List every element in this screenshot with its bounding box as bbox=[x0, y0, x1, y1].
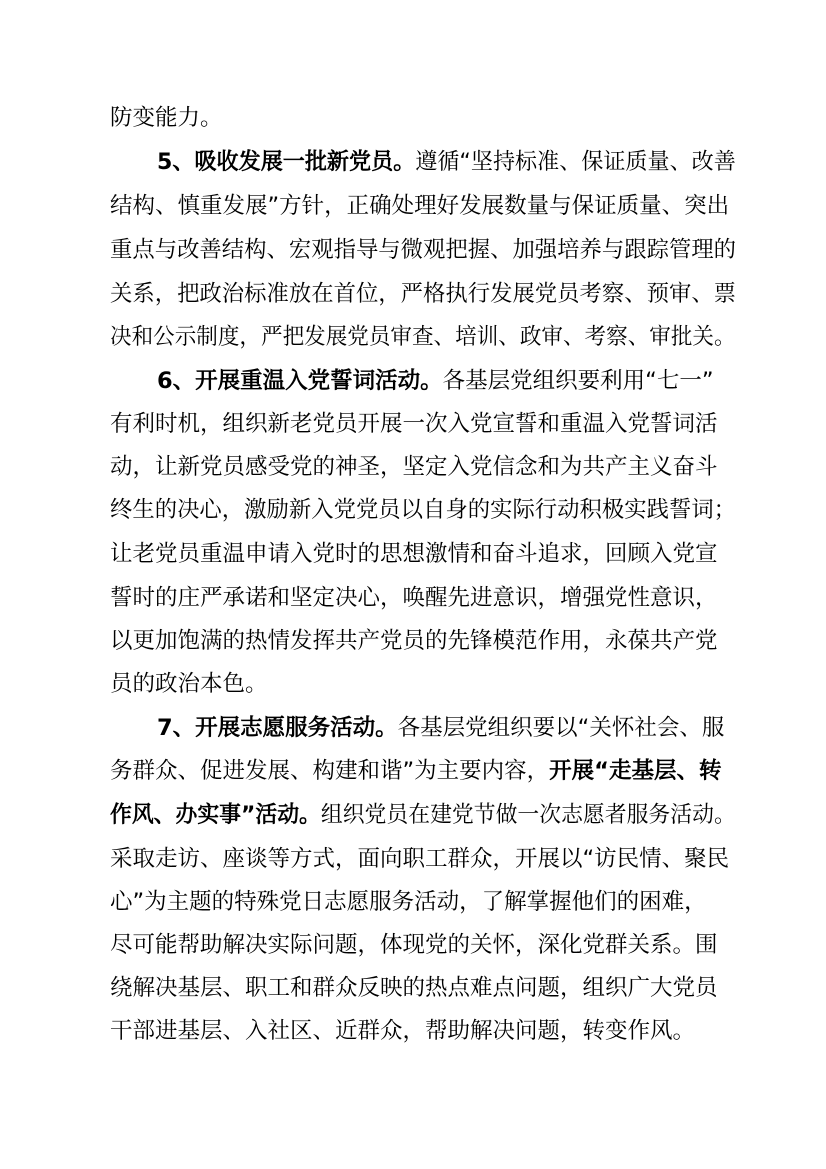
text-segment: 绕解决基层、职工和群众反映的热点难点问题，组织广大党员 bbox=[110, 975, 718, 1001]
paragraph-heading-line bbox=[157, 151, 736, 174]
text-line bbox=[110, 283, 736, 306]
text-line bbox=[110, 760, 721, 783]
text-segment: 各基层党组织要以“关怀社会、服 bbox=[397, 715, 725, 741]
text-line bbox=[110, 977, 718, 1000]
section-heading-5: 5、吸收发展一批新党员。 bbox=[157, 149, 416, 175]
text-segment: 心”为主题的特殊党日志愿服务活动，了解掌握他们的困难， bbox=[110, 889, 707, 915]
section-heading-6: 6、开展重温入党誓词活动。 bbox=[157, 368, 443, 394]
text-line bbox=[110, 848, 729, 871]
text-segment: 各基层党组织要利用“七一” bbox=[442, 368, 714, 394]
text-segment: 决和公示制度，严把发展党员审查、培训、政审、考察、审批关。 bbox=[110, 324, 736, 350]
text-segment: 员的政治本色。 bbox=[110, 671, 268, 697]
text-segment: 采取走访、座谈等方式，面向职工群众，开展以“访民情、聚民 bbox=[110, 846, 730, 872]
text-line bbox=[110, 413, 718, 436]
text-line bbox=[110, 1020, 695, 1043]
section-heading-7: 7、开展志愿服务活动。 bbox=[157, 715, 398, 741]
text-segment: 关系，把政治标准放在首位，严格执行发展党员考察、预审、票 bbox=[110, 281, 737, 307]
text-segment: 干部进基层、入社区、近群众，帮助解决问题，转变作风。 bbox=[110, 1018, 696, 1044]
text-line bbox=[110, 107, 223, 130]
text-line bbox=[110, 499, 736, 522]
text-segment: 让老党员重温申请入党时的思想激情和奋斗追求，回顾入党宣 bbox=[110, 541, 718, 567]
text-line bbox=[110, 891, 707, 914]
text-line bbox=[110, 804, 736, 827]
bold-phrase: 开展“走基层、转 bbox=[549, 758, 722, 784]
text-segment: 组织党员在建党节做一次志愿者服务活动。 bbox=[320, 802, 736, 828]
text-segment: 尽可能帮助解决实际问题，体现党的关怀，深化党群关系。围 bbox=[110, 932, 718, 958]
text-segment: 防变能力。 bbox=[110, 105, 223, 131]
text-segment: 以更加饱满的热情发挥共产党员的先锋模范作用，永葆共产党 bbox=[110, 628, 718, 654]
text-line bbox=[110, 326, 736, 349]
text-line bbox=[110, 673, 268, 696]
text-line bbox=[110, 456, 718, 479]
text-segment: 务群众、促进发展、构建和谐”为主要内容， bbox=[110, 758, 550, 784]
text-segment: 有利时机，组织新老党员开展一次入党宣誓和重温入党誓词活 bbox=[110, 411, 718, 437]
paragraph-heading-line bbox=[157, 370, 713, 393]
bold-phrase: 作风、办实事”活动。 bbox=[110, 802, 321, 828]
text-segment: 重点与改善结构、宏观指导与微观把握、加强培养与跟踪管理的 bbox=[110, 237, 737, 263]
text-line bbox=[110, 543, 718, 566]
text-line bbox=[110, 630, 718, 653]
text-line bbox=[110, 934, 718, 957]
text-segment: 誓时的庄严承诺和坚定决心，唤醒先进意识，增强党性意识， bbox=[110, 585, 718, 611]
text-segment: 终生的决心，激励新入党党员以自身的实际行动积极实践誓词； bbox=[110, 497, 737, 523]
text-line bbox=[110, 195, 729, 218]
text-line bbox=[110, 239, 736, 262]
paragraph-heading-line bbox=[157, 717, 724, 740]
text-segment: 动，让新党员感受党的神圣，坚定入党信念和为共产主义奋斗 bbox=[110, 454, 718, 480]
text-line bbox=[110, 587, 718, 610]
text-segment: 遵循“坚持标准、保证质量、改善 bbox=[415, 149, 736, 175]
text-segment: 结构、慎重发展”方针，正确处理好发展数量与保证质量、突出 bbox=[110, 193, 730, 219]
